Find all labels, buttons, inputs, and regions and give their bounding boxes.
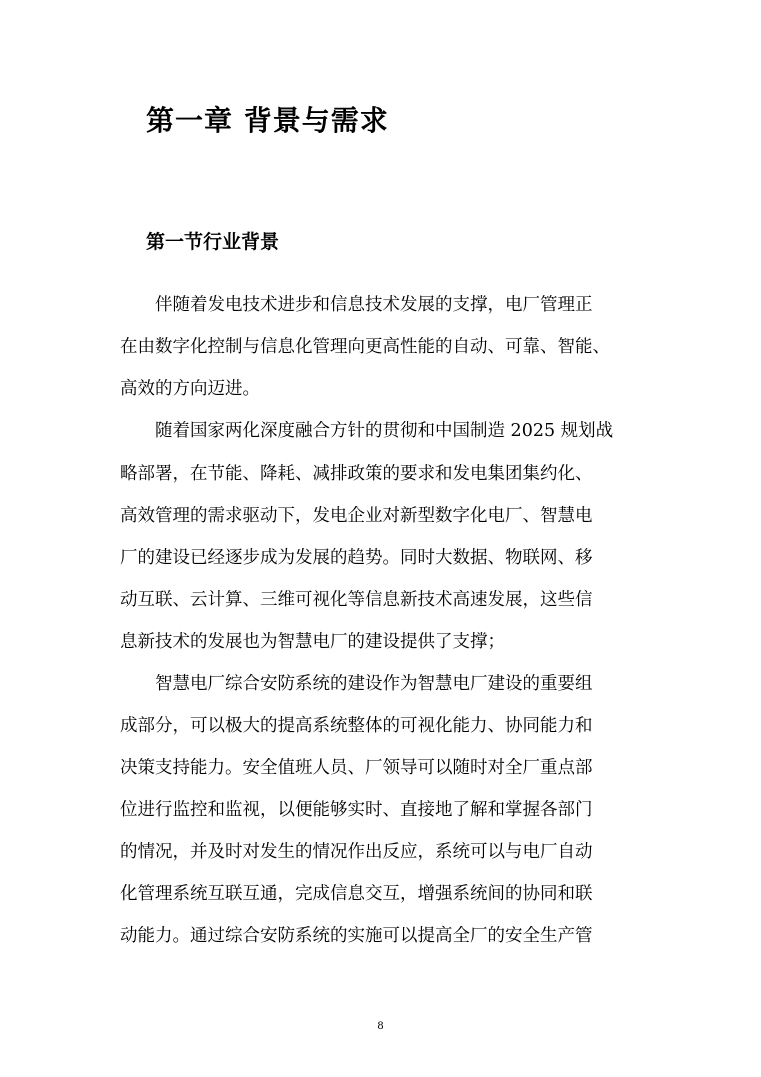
text-line: 动互联、云计算、三维可视化等信息新技术高速发展，这些信 (120, 590, 593, 610)
text-line: 高效的方向迈进。 (120, 379, 260, 399)
text-line: 厂的建设已经逐步成为发展的趋势。同时大数据、物联网、移 (120, 548, 593, 568)
section-title: 第一节行业背景 (146, 231, 280, 253)
text-line: 伴随着发电技术进步和信息技术发展的支撑，电厂管理正 (155, 295, 593, 315)
text-line: 的情况，并及时对发生的情况作出反应，系统可以与电厂自动 (120, 842, 593, 862)
text-line: 动能力。通过综合安防系统的实施可以提高全厂的安全生产管 (120, 926, 593, 946)
chapter-title: 第一章 背景与需求 (146, 104, 389, 137)
text-line: 随着国家两化深度融合方针的贯彻和中国制造 2025 规划战 (155, 421, 614, 441)
text-line: 在由数字化控制与信息化管理向更高性能的自动、可靠、智能、 (120, 337, 610, 357)
text-line: 高效管理的需求驱动下，发电企业对新型数字化电厂、智慧电 (120, 506, 593, 526)
page-number: 8 (377, 1018, 384, 1032)
text-line: 成部分，可以极大的提高系统整体的可视化能力、协同能力和 (120, 716, 593, 736)
text-line: 位进行监控和监视，以便能够实时、直接地了解和掌握各部门 (120, 800, 593, 820)
text-line: 化管理系统互联互通，完成信息交互，增强系统间的协同和联 (120, 884, 593, 904)
text-line: 略部署，在节能、降耗、减排政策的要求和发电集团集约化、 (120, 464, 593, 484)
text-line: 智慧电厂综合安防系统的建设作为智慧电厂建设的重要组 (155, 674, 593, 694)
text-line: 决策支持能力。安全值班人员、厂领导可以随时对全厂重点部 (120, 758, 593, 778)
text-line: 息新技术的发展也为智慧电厂的建设提供了支撑； (120, 632, 505, 652)
